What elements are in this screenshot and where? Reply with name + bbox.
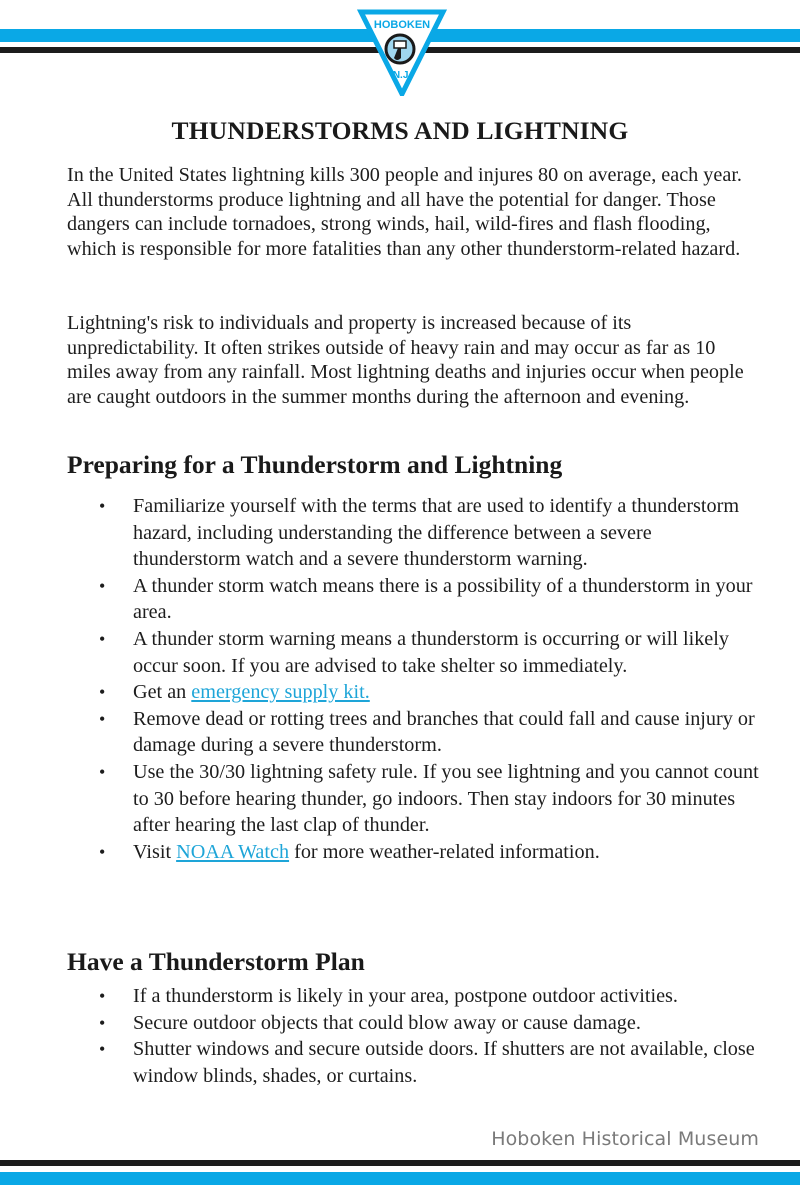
bullet-icon: • — [99, 682, 106, 703]
footer-stripe-black — [0, 1160, 800, 1166]
preparing-list — [0, 493, 760, 865]
bullet-icon: • — [99, 496, 106, 516]
list-item-text: for more weather-related information. — [289, 840, 600, 863]
list-item — [0, 493, 760, 573]
list-item-text: A thunder storm warning means a thunderstorm is occurring or will likely occur soon. If you are advised to take shelter so immediately. — [133, 627, 729, 677]
noaa-watch-link[interactable]: NOAA Watch — [176, 840, 290, 863]
page-title: THUNDERSTORMS AND LIGHTNING — [171, 116, 629, 145]
list-item — [0, 573, 760, 626]
list-item — [0, 679, 760, 706]
list-item-text: Shutter windows and secure outside doors. If shutters are not available, close window blinds, shades, or curtains. — [133, 1038, 755, 1087]
bullet-icon: • — [99, 841, 106, 862]
list-item — [0, 839, 760, 866]
bullet-icon: • — [99, 575, 106, 596]
list-item-text: Secure outdoor objects that could blow away or cause damage. — [133, 1011, 641, 1034]
bullet-icon: • — [99, 1039, 106, 1060]
list-item-text: If a thunderstorm is likely in your area, postpone outdoor activities. — [133, 985, 678, 1007]
list-item — [0, 626, 760, 679]
list-item-text: Use the 30/30 lightning safety rule. If you see lightning and you cannot count to 30 before hearing thunder, go indoors. Then stay indoors for 30 minutes after hearing the last clap of thunder. — [133, 760, 759, 837]
list-item-text: Get an — [133, 681, 192, 704]
intro-paragraph: In the United States lightning kills 300 people and injures 80 on average, each year. All thunderstorms produce lightning and all have the potential for danger. Those dangers can include tornadoes, strong winds, hail, wild-fires and flash flooding, which is responsible for more fatalities than any other thunderstorm-related hazard. — [67, 164, 742, 260]
list-item-text: Familiarize yourself with the terms that are used to identify a thunderstorm hazard, including understanding the difference between a severe thunderstorm watch and a severe thunderstorm warning. — [133, 495, 740, 571]
footer-stripe-blue — [0, 1172, 800, 1185]
list-item-text: A thunder storm watch means there is a possibility of a thunderstorm in your area. — [133, 574, 753, 624]
list-item — [0, 983, 760, 1010]
section-heading-preparing: Preparing for a Thunderstorm and Lightning — [67, 450, 563, 479]
svg-text:HOBOKEN: HOBOKEN — [373, 19, 431, 31]
bullet-icon: • — [99, 628, 106, 649]
list-item-text: Visit — [133, 840, 177, 863]
list-item-text: Remove dead or rotting trees and branches that could fall and cause injury or damage during a severe thunderstorm. — [133, 707, 755, 757]
plan-list — [0, 983, 760, 1089]
list-item — [0, 706, 760, 759]
list-item — [0, 1036, 760, 1089]
emergency-supply-kit-link[interactable]: emergency supply kit. — [191, 681, 370, 704]
bullet-icon: • — [99, 708, 106, 729]
list-item — [0, 759, 760, 839]
bullet-icon: • — [99, 1012, 106, 1033]
section-heading-plan: Have a Thunderstorm Plan — [67, 947, 365, 976]
hoboken-logo — [357, 8, 447, 96]
bullet-icon: • — [99, 761, 106, 782]
svg-text:N.J.: N.J. — [392, 70, 412, 81]
hoboken-seal-icon — [357, 8, 447, 96]
bullet-icon: • — [99, 986, 106, 1006]
risk-paragraph: Lightning's risk to individuals and property is increased because of its unpredictability. It often strikes outside of heavy rain and may occur as far as 10 miles away from any rainfall. Most lightning deaths and injuries occur when people are caught outdoors in the summer months during the afternoon and evening. — [67, 312, 744, 408]
list-item — [0, 1010, 760, 1037]
museum-watermark: Hoboken Historical Museum — [491, 1128, 759, 1150]
